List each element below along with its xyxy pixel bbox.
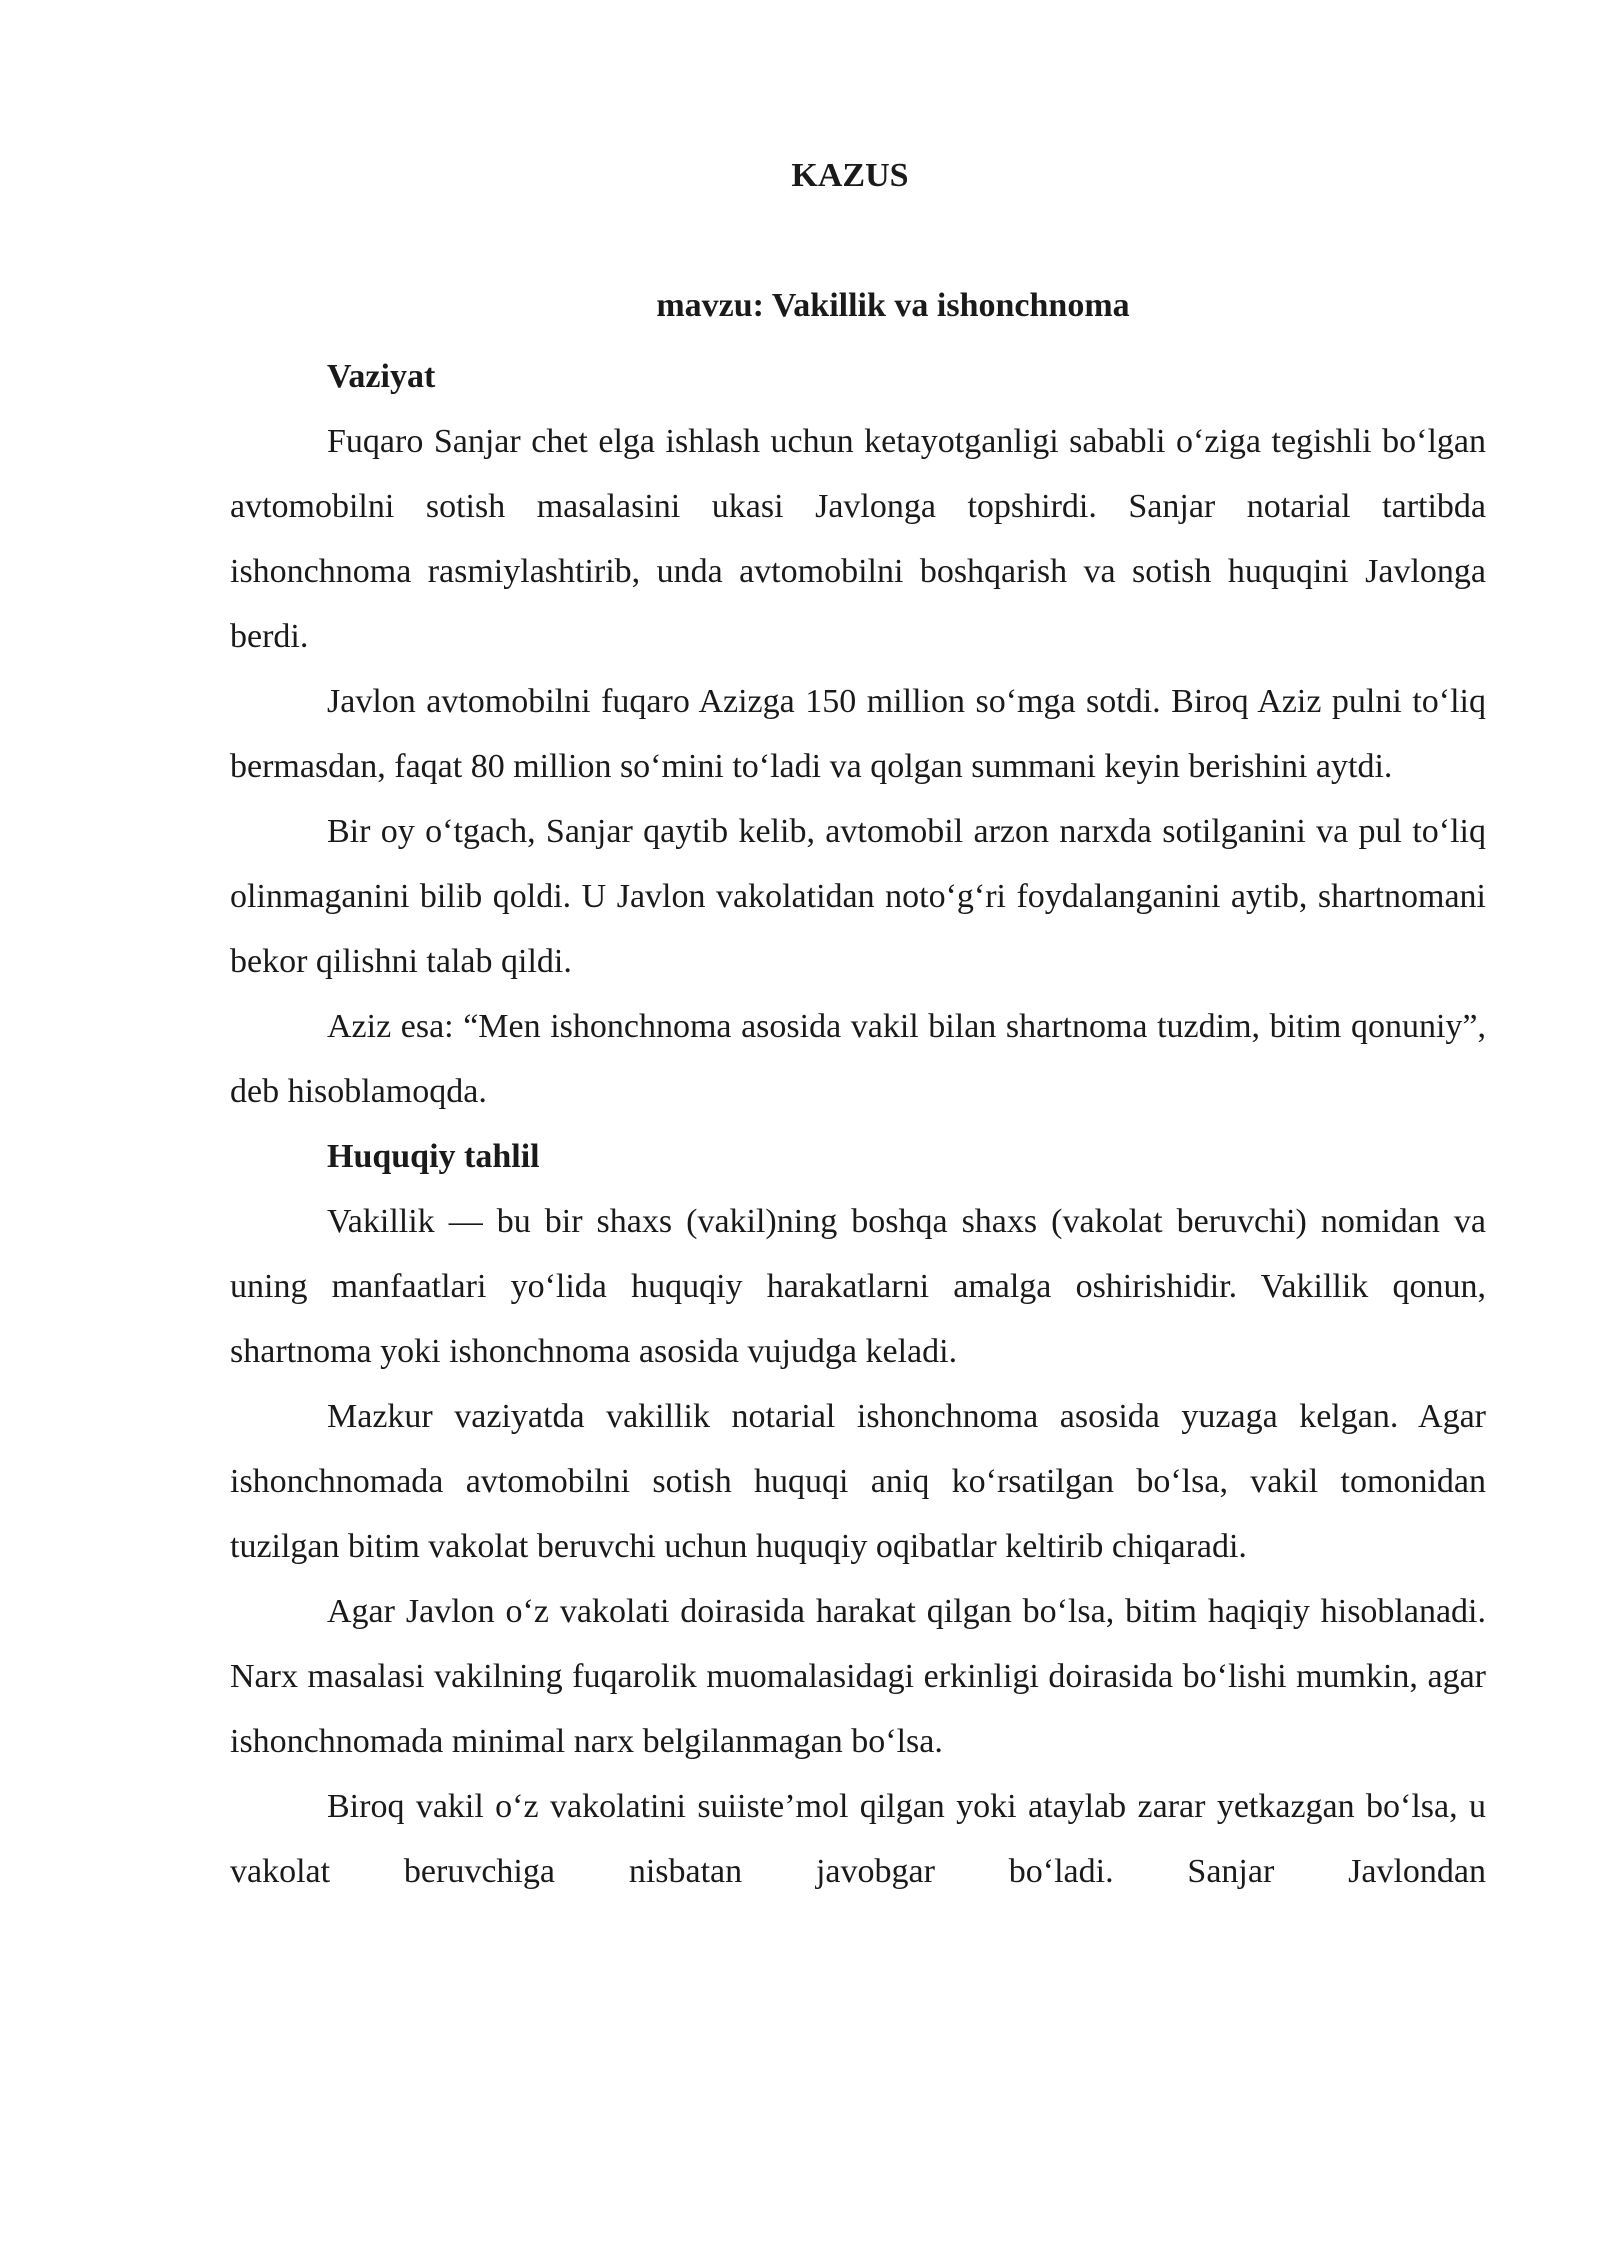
document-body bbox=[230, 344, 1486, 1904]
section-heading-huquqiy-tahlil: Huquqiy tahlil bbox=[327, 1138, 540, 1175]
paragraph: Bir oy o‘tgach, Sanjar qaytib kelib, avtomobil arzon narxda sotilganini va pul to‘liq olinmaganini bilib qoldi. U Javlon vakolatidan noto‘g‘ri foydalanganini aytib, shartnomani bekor qilishni talab qildi. bbox=[230, 813, 1486, 980]
section-heading-vaziyat: Vaziyat bbox=[327, 358, 436, 395]
paragraph: Biroq vakil o‘z vakolatini suiiste’mol qilgan yoki ataylab zarar yetkazgan bo‘lsa, u vakolat beruvchiga nisbatan javobgar bo‘ladi. Sanjar Javlondan bbox=[230, 1788, 1486, 1890]
paragraph: Vakillik — bu bir shaxs (vakil)ning boshqa shaxs (vakolat beruvchi) nomidan va uning manfaatlari yo‘lida huquqiy harakatlarni amalga oshirishidir. Vakillik qonun, shartnoma yoki ishonchnoma asosida vujudga keladi. bbox=[230, 1203, 1486, 1370]
paragraph: Javlon avtomobilni fuqaro Azizga 150 million so‘mga sotdi. Biroq Aziz pulni to‘liq bermasdan, faqat 80 million so‘mini to‘ladi va qolgan summani keyin berishini aytdi. bbox=[230, 683, 1486, 785]
document-subtitle: mavzu: Vakillik va ishonchnoma bbox=[656, 287, 1130, 324]
paragraph: Mazkur vaziyatda vakillik notarial ishonchnoma asosida yuzaga kelgan. Agar ishonchnomada avtomobilni sotish huquqi aniq ko‘rsatilgan bo‘lsa, vakil tomonidan tuzilgan bitim vakolat beruvchi uchun huquqiy oqibatlar keltirib chiqaradi. bbox=[230, 1398, 1486, 1565]
paragraph: Agar Javlon o‘z vakolati doirasida harakat qilgan bo‘lsa, bitim haqiqiy hisoblanadi. Narx masalasi vakilning fuqarolik muomalasidagi erkinligi doirasida bo‘lishi mumkin, agar ishonchnomada minimal narx belgilanmagan bo‘lsa. bbox=[230, 1593, 1486, 1760]
document-title: KAZUS bbox=[791, 157, 909, 194]
paragraph: Aziz esa: “Men ishonchnoma asosida vakil bilan shartnoma tuzdim, bitim qonuniy”, deb hisoblamoqda. bbox=[230, 1008, 1486, 1110]
paragraph: Fuqaro Sanjar chet elga ishlash uchun ketayotganligi sababli o‘ziga tegishli bo‘lgan avtomobilni sotish masalasini ukasi Javlonga topshirdi. Sanjar notarial tartibda ishonchnoma rasmiylashtirib, unda avtomobilni boshqarish va sotish huquqini Javlonga berdi. bbox=[230, 423, 1486, 655]
